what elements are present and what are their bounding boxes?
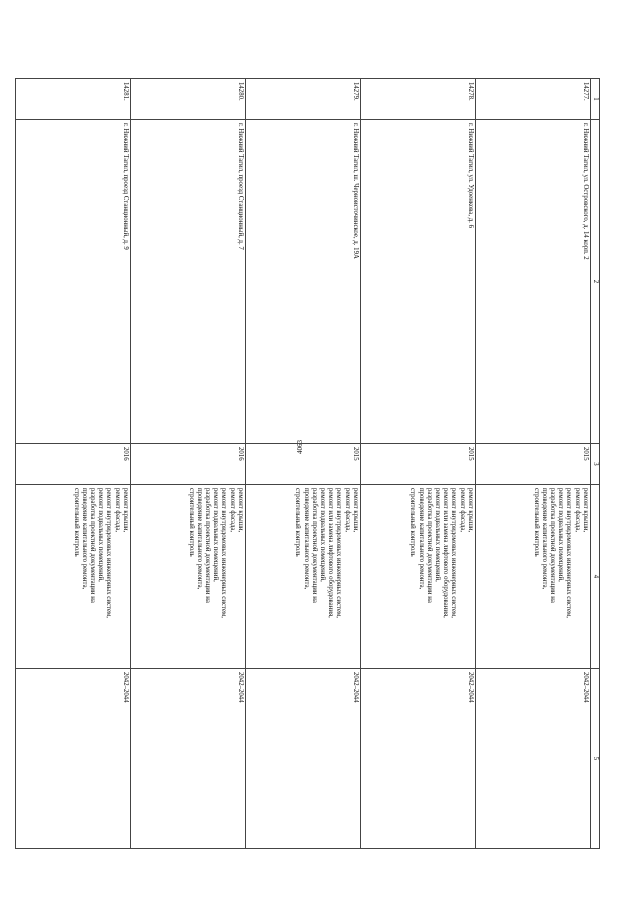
table-body (15, 79, 590, 849)
capital-repair-table (15, 78, 600, 849)
row-period: 2042–2044 (360, 669, 475, 849)
row-period: 2042–2044 (15, 669, 130, 849)
row-address: г. Нижний Тагил, ул. Удоенкова, д. 6 (360, 120, 475, 444)
row-number: 14281. (15, 79, 130, 120)
column-header-4: 4 (590, 485, 599, 669)
row-number: 14277. (475, 79, 590, 120)
row-year: 2015 (360, 444, 475, 485)
row-number: 14280. (130, 79, 245, 120)
page-number: 4063 (296, 440, 304, 454)
table-container (73, 78, 600, 848)
row-period: 2042–2044 (475, 669, 590, 849)
row-period: 2042–2044 (130, 669, 245, 849)
row-works: ремонт крыши, ремонт фасада, ремонт внутридомовых инженерных систем, ремонт подвальных помещений, разработка проектной документации на проведение капитального ремонта, строительный контроль (475, 485, 590, 669)
table-row (130, 79, 245, 849)
row-year: 2015 (475, 444, 590, 485)
row-works: ремонт крыши, ремонт фасада, ремонт внутридомовых инженерных систем, ремонт или замена лифтового оборудования, ремонт подвальных помещений, разработка проектной документации на проведение капитального ремонта, строительный контроль (360, 485, 475, 669)
table-row (360, 79, 475, 849)
row-works: ремонт крыши, ремонт фасада, ремонт внутридомовых инженерных систем, ремонт подвальных помещений, разработка проектной документации на проведение капитального ремонта, строительный контроль (15, 485, 130, 669)
row-year: 2015 (245, 444, 360, 485)
table-header (590, 79, 599, 849)
table-row (475, 79, 590, 849)
row-address: г. Нижний Тагил, ул. Островского, д. 14 корп. 2 (475, 120, 590, 444)
table-row (245, 79, 360, 849)
row-works: ремонт крыши, ремонт фасада, ремонт внутридомовых инженерных систем, ремонт подвальных помещений, разработка проектной документации на проведение капитального ремонта, строительный контроль (130, 485, 245, 669)
row-works: ремонт крыши, ремонт фасада, ремонт внутридомовых инженерных систем, ремонт или замена лифтового оборудования, ремонт подвальных помещений, разработка проектной документации на проведение капитального ремонта, строительный контроль (245, 485, 360, 669)
column-header-3: 3 (590, 444, 599, 485)
row-year: 2016 (15, 444, 130, 485)
row-number: 14278. (360, 79, 475, 120)
row-address: г. Нижний Тагил, ш. Черноисточинское, д. 19А (245, 120, 360, 444)
row-address: г. Нижний Тагил, проезд Станционный, д. 7 (130, 120, 245, 444)
column-header-1: 1 (590, 79, 599, 120)
table-row (15, 79, 130, 849)
row-number: 14279. (245, 79, 360, 120)
column-header-2: 2 (590, 120, 599, 444)
row-year: 2016 (130, 444, 245, 485)
row-address: г. Нижний Тагил, проезд Станционный, д. 9 (15, 120, 130, 444)
column-header-5: 5 (590, 669, 599, 849)
header-row (590, 79, 599, 849)
row-period: 2042–2044 (245, 669, 360, 849)
